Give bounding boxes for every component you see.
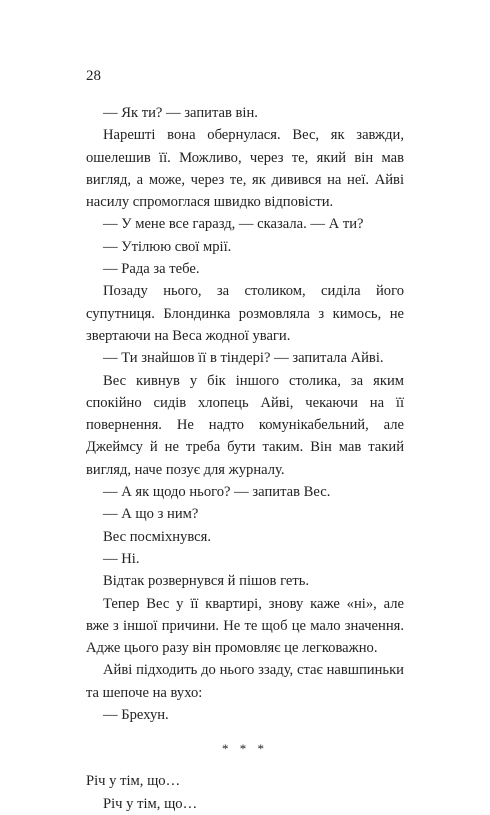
paragraph: — Як ти? — запитав він.	[103, 105, 258, 121]
section-separator: * * *	[222, 741, 268, 757]
paragraph: — Ні.	[103, 550, 140, 567]
paragraph: Річ у тім, що…	[103, 795, 198, 812]
paragraph: — Брехун.	[103, 707, 169, 724]
paragraph: Айві підходить до нього ззаду, стає навшпиньки та шепоче на вухо:	[86, 662, 404, 701]
paragraph: Нарешті вона обернулася. Вес, як завжди, ошелешив її. Можливо, через те, який він мав вигляд, а може, через те, як дивився на неї. Айві насилу спромоглася швидко відповісти.	[86, 127, 404, 211]
paragraph: — У мене все гаразд, — сказала. — А ти?	[103, 216, 364, 233]
paragraph: — Рада за тебе.	[103, 261, 200, 278]
paragraph: Річ у тім, що…	[86, 773, 181, 790]
paragraph: Вес посміхнувся.	[103, 528, 211, 545]
paragraph: — А як щодо нього? — запитав Вес.	[103, 484, 331, 501]
body-text	[86, 102, 404, 815]
paragraph: — Ти знайшов її в тіндері? — запитала Айві.	[103, 350, 384, 367]
paragraph: — А що з ним?	[103, 506, 199, 523]
paragraph: Відтак розвернувся й пішов геть.	[103, 573, 310, 590]
page-number: 28	[86, 68, 101, 84]
paragraph: Позаду нього, за столиком, сиділа його супутниця. Блондинка розмовляла з кимось, не звертаючи на Веса жодної уваги.	[86, 283, 404, 344]
paragraph: Вес кивнув у бік іншого столика, за яким спокійно сидів хлопець Айві, чекаючи на її повернення. Не надто комунікабельний, але Джеймсу й не треба бути таким. Він мав такий вигляд, наче позує для журналу.	[86, 372, 404, 478]
paragraph: — Утілюю свої мрії.	[103, 238, 232, 255]
paragraph: Тепер Вес у її квартирі, знову каже «ні», але вже з іншої причини. Не те щоб це мало значення. Адже цього разу він промовляє це легковажно.	[86, 595, 404, 657]
